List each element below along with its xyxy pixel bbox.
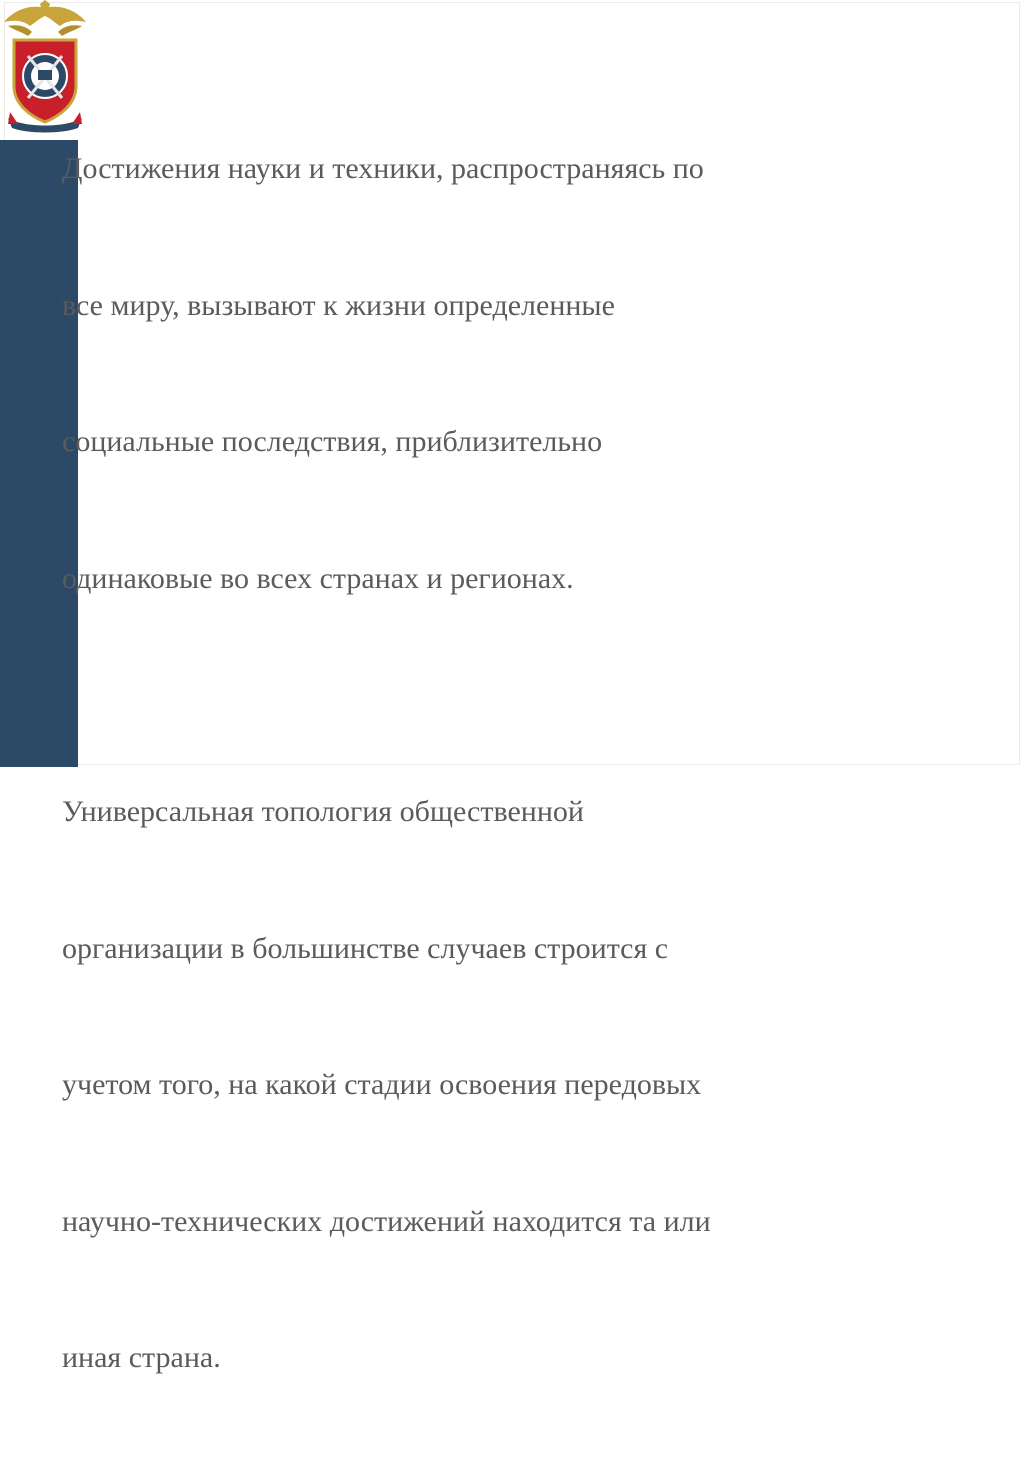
paragraph-2-line-2: организации в большинстве случаев строится с [62,931,669,965]
paragraph-2-line-5: иная страна. [62,1341,221,1374]
paragraph-1-line-2: все миру, вызывают к жизни определенные [62,288,615,322]
slide-body [62,55,962,1374]
paragraph-1 [62,55,962,692]
paragraph-2-line-1: Универсальная топология общественной [62,795,584,828]
paragraph-2-line-4: научно-технических достижений находится та или [62,1204,711,1238]
paragraph-1-line-4: одинаковые во всех странах и регионах. [62,561,574,595]
paragraph-2-line-3: учетом того, на какой стадии освоения передовых [62,1068,702,1101]
paragraph-1-line-3: социальные последствия, приблизительно [62,425,603,458]
paragraph-2 [62,698,962,1472]
paragraph-1-line-1: Достижения науки и техники, распространяясь по [62,152,704,185]
